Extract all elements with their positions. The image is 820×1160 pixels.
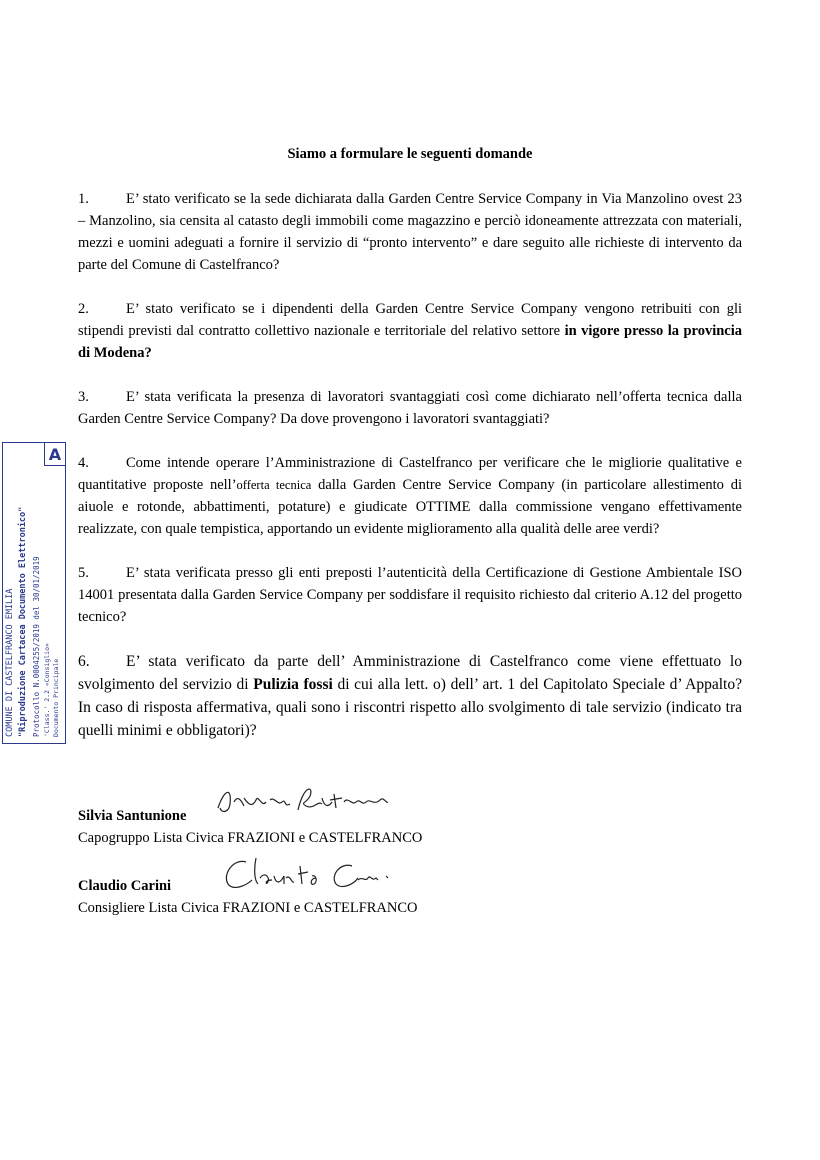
question-number: 3. — [78, 389, 89, 405]
question-1 — [78, 188, 742, 276]
question-3 — [78, 386, 742, 430]
question-number: 6. — [78, 653, 90, 670]
question-text: E’ stata verificato da parte dell’ Amministrazione di Castelfranco come viene effettuato lo svolgimento del servizio di — [78, 653, 742, 693]
question-4 — [78, 452, 742, 540]
question-number: 5. — [78, 565, 89, 581]
stamp-line: "Riproduzione Cartacea Documento Elettronico" — [18, 506, 28, 737]
question-2 — [78, 298, 742, 364]
question-text: E’ stato verificato se i dipendenti della Garden Centre Service Company vengono retribuiti con gli stipendi previsti dal contratto collettivo nazionale e territoriale del relativo settore — [78, 301, 742, 339]
stamp-line: Documento Principale — [52, 658, 60, 737]
question-text-bold: Pulizia fossi — [253, 676, 333, 693]
question-6 — [78, 650, 742, 742]
signatory-name: Silvia Santunione — [78, 808, 187, 824]
stamp-line: 'Class.' 2.2 «Consiglio» — [43, 643, 51, 737]
page-heading: Siamo a formulare le seguenti domande — [287, 146, 533, 162]
question-text-small: offerta tecnica — [236, 478, 312, 492]
signatory-name: Claudio Carini — [78, 878, 172, 894]
question-text-bold: in vigore presso la provincia di Modena? — [78, 323, 743, 361]
question-number: 2. — [78, 301, 89, 317]
signatory-role: Consigliere Lista Civica FRAZIONI e CASTELFRANCO — [78, 900, 418, 916]
question-text: E’ stata verificata presso gli enti preposti l’autenticità della Certificazione di Gestione Ambientale ISO 14001 presentata dalla Garden Service Company per soddisfare il requisito richiesto dal criterio A.12 del progetto tecnico? — [78, 565, 742, 625]
question-number: 4. — [78, 455, 89, 471]
questions-list — [78, 188, 742, 764]
question-5 — [78, 562, 742, 628]
signature-santunione — [214, 780, 390, 818]
signatory-role: Capogruppo Lista Civica FRAZIONI e CASTELFRANCO — [78, 830, 423, 846]
stamp-line: COMUNE DI CASTELFRANCO EMILIA — [5, 588, 15, 737]
question-text: di cui alla lett. o) dell’ art. 1 del Capitolato Speciale d’ Appalto? In caso di risposta affermativa, quali sono i riscontri rispetto allo svolgimento di tale servizio (indicato tra quelli minimi e obbligatori)? — [78, 676, 742, 739]
stamp-line: Protocollo N.0004255/2019 del 30/01/2019 — [32, 556, 41, 737]
question-number: 1. — [78, 191, 89, 207]
protocol-stamp — [2, 442, 66, 744]
stamp-letter: A — [44, 443, 65, 466]
question-text: E’ stata verificata la presenza di lavoratori svantaggiati così come dichiarato nell’offerta tecnica dalla Garden Centre Service Company? Da dove provengono i lavoratori svantaggiati? — [78, 389, 742, 427]
signature-carini — [220, 854, 392, 894]
question-text: E’ stato verificato se la sede dichiarata dalla Garden Centre Service Company in Via Manzolino ovest 23 – Manzolino, sia censita al catasto degli immobili come magazzino e perciò idoneamente attrezzata con materiali, mezzi e uomini adeguati a fornire il servizio di “pronto intervento” e dare seguito alle richieste di intervento da parte del Comune di Castelfranco? — [78, 191, 742, 273]
question-text: Come intende operare l’Amministrazione di Castelfranco per verificare che le migliorie qualitative e quantitative proposte nell’ — [78, 455, 742, 493]
stamp-text-block — [3, 443, 65, 743]
question-text: dalla Garden Centre Service Company (in particolare allestimento di aiuole e rotonde, abbattimenti, potature) e giudicate OTTIME dalla commissione vengano effettivamente realizzate, con quale tempistica, apportando un evidente miglioramento alla qualità delle aree verdi? — [78, 477, 742, 537]
